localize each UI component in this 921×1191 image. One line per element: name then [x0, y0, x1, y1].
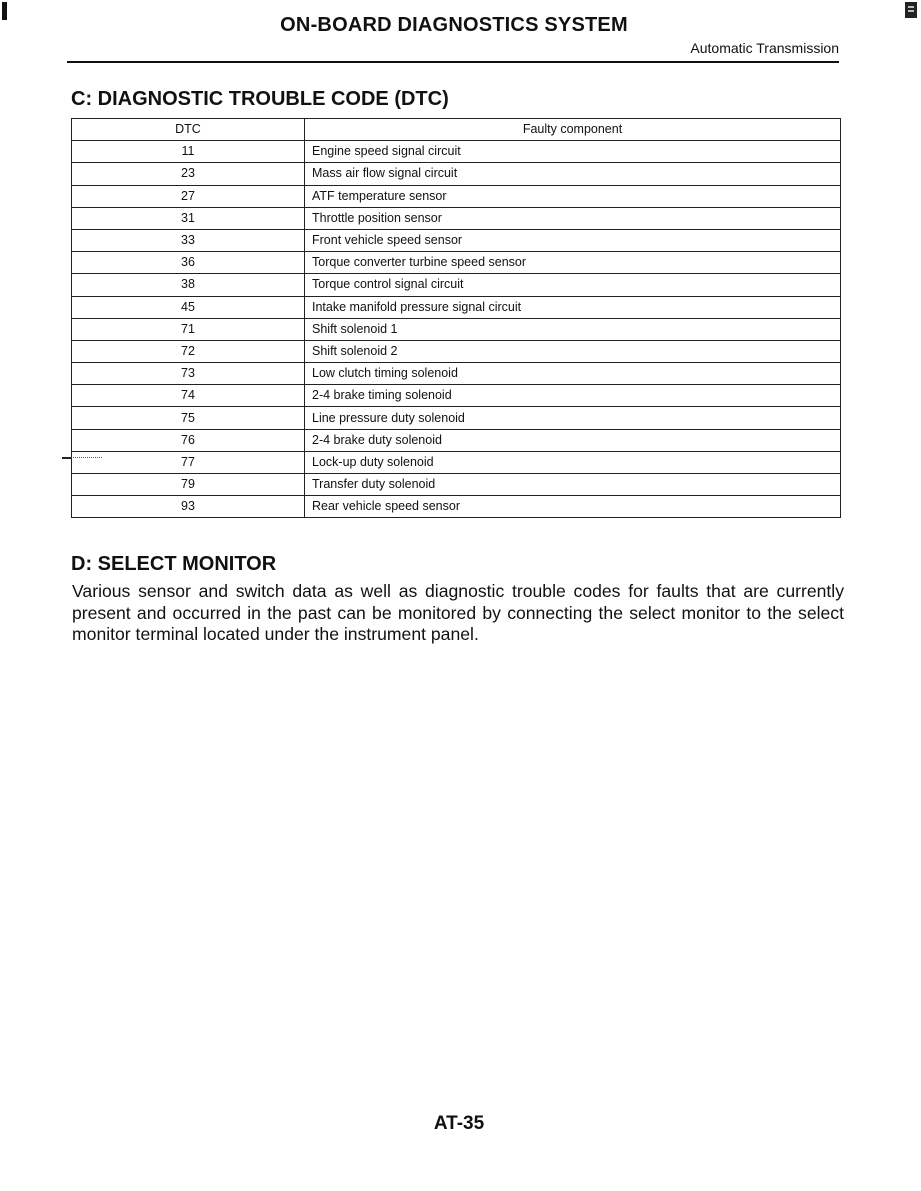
dtc-code-cell: 93 [72, 496, 305, 518]
dtc-code-cell: 72 [72, 340, 305, 362]
table-row [72, 185, 841, 207]
table-row [72, 296, 841, 318]
faulty-component-cell: Mass air flow signal circuit [305, 163, 841, 185]
table-row [72, 141, 841, 163]
dtc-heading: C: DIAGNOSTIC TROUBLE CODE (DTC) [71, 88, 449, 110]
table-row [72, 407, 841, 429]
dtc-code-cell: 31 [72, 207, 305, 229]
table-row [72, 451, 841, 473]
dtc-code-cell: 45 [72, 296, 305, 318]
monitor-heading: D: SELECT MONITOR [71, 553, 277, 575]
faulty-component-cell: Transfer duty solenoid [305, 474, 841, 496]
header-divider [67, 61, 839, 63]
dtc-code-cell: 71 [72, 318, 305, 340]
faulty-component-cell: Shift solenoid 1 [305, 318, 841, 340]
faulty-component-cell: 2-4 brake duty solenoid [305, 429, 841, 451]
section-name: Automatic Transmission [690, 40, 839, 56]
table-row [72, 429, 841, 451]
column-header-component: Faulty component [305, 119, 841, 141]
dtc-code-cell: 79 [72, 474, 305, 496]
dtc-code-cell: 23 [72, 163, 305, 185]
faulty-component-cell: 2-4 brake timing solenoid [305, 385, 841, 407]
monitor-description: Various sensor and switch data as well as diagnostic trouble codes for faults that are currently present and occurred in the past can be monitored by connecting the select monitor to the select monitor terminal located under the instrument panel. [72, 581, 844, 644]
table-row [72, 163, 841, 185]
revision-mark [62, 457, 102, 460]
dtc-code-cell: 33 [72, 229, 305, 251]
dtc-code-cell: 77 [72, 451, 305, 473]
faulty-component-cell: Lock-up duty solenoid [305, 451, 841, 473]
table-row [72, 207, 841, 229]
page-number: AT-35 [433, 1113, 485, 1134]
faulty-component-cell: Shift solenoid 2 [305, 340, 841, 362]
faulty-component-cell: Intake manifold pressure signal circuit [305, 296, 841, 318]
faulty-component-cell: Rear vehicle speed sensor [305, 496, 841, 518]
faulty-component-cell: Low clutch timing solenoid [305, 363, 841, 385]
table-row [72, 340, 841, 362]
table-row [72, 318, 841, 340]
table-row [72, 229, 841, 251]
dtc-code-cell: 11 [72, 141, 305, 163]
column-header-dtc: DTC [72, 119, 305, 141]
page-title: ON-BOARD DIAGNOSTICS SYSTEM [280, 14, 628, 36]
faulty-component-cell: Engine speed signal circuit [305, 141, 841, 163]
dtc-code-cell: 76 [72, 429, 305, 451]
dtc-code-cell: 38 [72, 274, 305, 296]
faulty-component-cell: Front vehicle speed sensor [305, 229, 841, 251]
faulty-component-cell: Throttle position sensor [305, 207, 841, 229]
dtc-code-cell: 74 [72, 385, 305, 407]
faulty-component-cell: Torque control signal circuit [305, 274, 841, 296]
table-row [72, 363, 841, 385]
dtc-code-cell: 75 [72, 407, 305, 429]
dtc-code-cell: 27 [72, 185, 305, 207]
table-row [72, 496, 841, 518]
table-row [72, 274, 841, 296]
dtc-code-cell: 36 [72, 252, 305, 274]
faulty-component-cell: Line pressure duty solenoid [305, 407, 841, 429]
table-row [72, 474, 841, 496]
table-row [72, 385, 841, 407]
faulty-component-cell: ATF temperature sensor [305, 185, 841, 207]
table-header-row [72, 119, 841, 141]
table-row [72, 252, 841, 274]
dtc-table [71, 118, 841, 518]
dtc-code-cell: 73 [72, 363, 305, 385]
faulty-component-cell: Torque converter turbine speed sensor [305, 252, 841, 274]
